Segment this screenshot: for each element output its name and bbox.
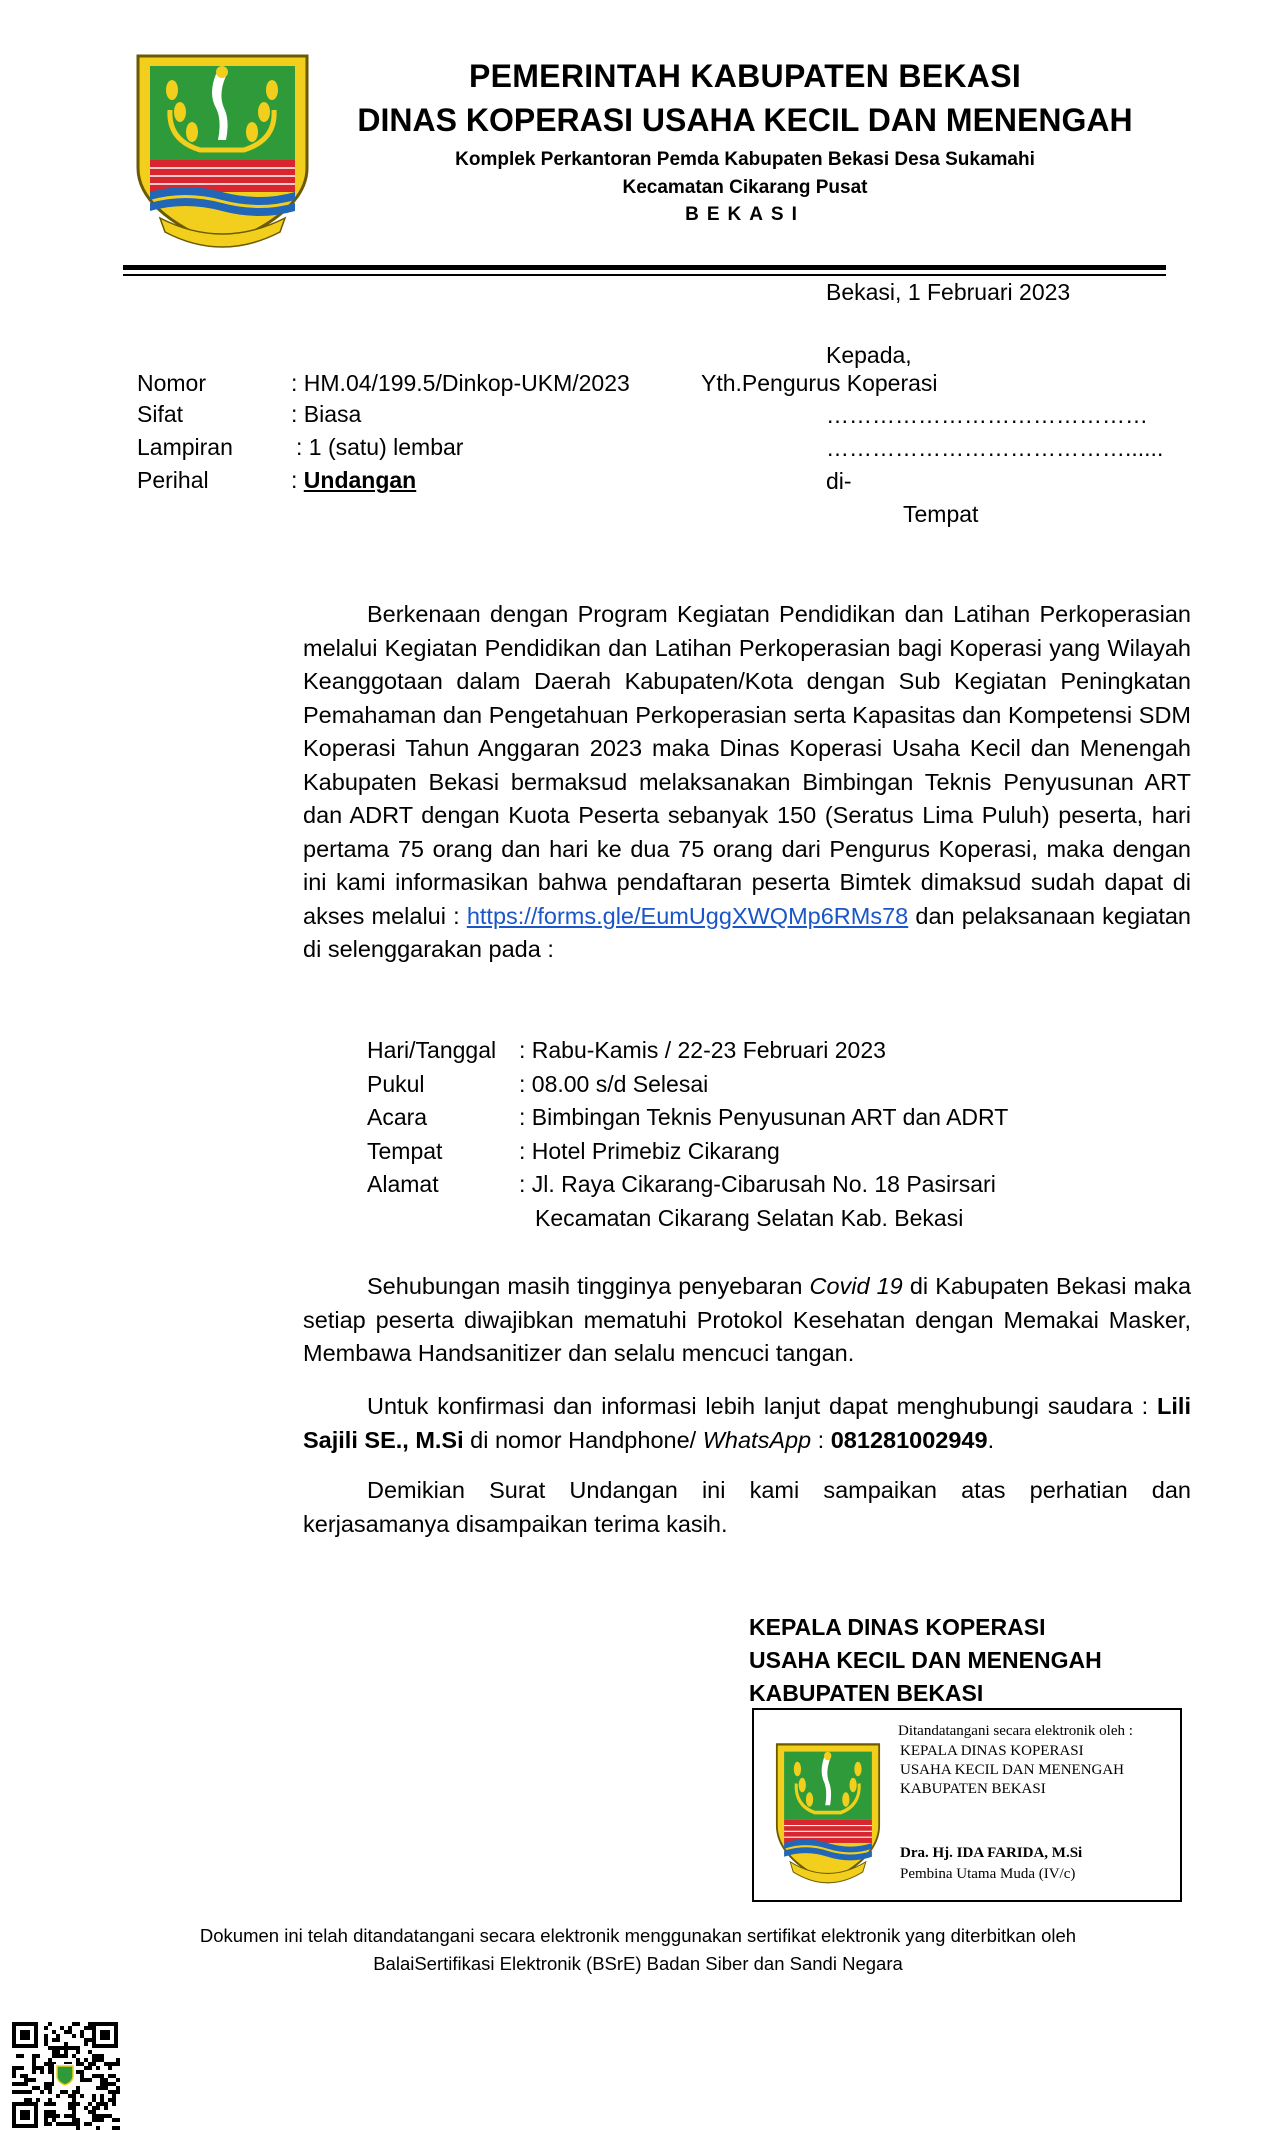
meta-lampiran-value: : 1 (satu) lembar <box>296 434 464 460</box>
para3-start: Untuk konfirmasi dan informasi lebih lanjut dapat menghubungi saudara : <box>367 1393 1149 1419</box>
detail-date-label: Hari/Tanggal <box>367 1037 497 1063</box>
para2-end: di Kabupaten Bekasi maka setiap peserta diwajibkan mematuhi Protokol Kesehatan dengan Memakai Masker, Membawa Handsanitizer dan selalu mencuci tangan. <box>303 1273 1192 1366</box>
signature-title-line1: KEPALA DINAS KOPERASI <box>749 1614 1046 1640</box>
esign-signer-name: Dra. Hj. IDA FARIDA, M.Si <box>900 1845 1083 1861</box>
recipient-blank-1: …………………………………… <box>826 402 1148 428</box>
letterhead-agency: DINAS KOPERASI USAHA KECIL DAN MENENGAH <box>357 102 1133 138</box>
detail-address-label: Alamat <box>367 1171 439 1197</box>
letter-date: Bekasi, 1 Februari 2023 <box>826 279 1071 305</box>
detail-time-label: Pukul <box>367 1071 425 1097</box>
bekasi-logo-small <box>772 1740 884 1885</box>
meta-nomor-value: : HM.04/199.5/Dinkop-UKM/2023 <box>291 370 630 396</box>
detail-time-value: : 08.00 s/d Selesai <box>519 1071 709 1097</box>
letterhead-district: Kecamatan Cikarang Pusat <box>622 177 868 198</box>
body-paragraph-1 <box>303 598 1191 967</box>
bekasi-logo <box>130 50 315 250</box>
detail-venue-label: Tempat <box>367 1138 443 1164</box>
letterhead-rule-thick <box>123 265 1166 270</box>
recipient-di: di- <box>826 468 852 494</box>
esign-signer-rank: Pembina Utama Muda (IV/c) <box>900 1866 1076 1882</box>
para3-colon: : <box>817 1426 825 1453</box>
signature-title-line3: KABUPATEN BEKASI <box>749 1680 984 1706</box>
letterhead <box>0 0 1276 280</box>
para1-text: Berkenaan dengan Program Kegiatan Pendidikan dan Latihan Perkoperasian melalui Kegiatan Pendidikan dan Latihan Perkoperasian bagi Koperasi yang Wilayah Keanggotaan dalam Daerah Kabupaten/Kota dengan Sub Kegiatan Peningkatan Pemahaman dan Pengetahuan Perkoperasian serta Kapasitas dan Kompetensi SDM Koperasi Tahun Anggaran 2023 maka Dinas Koperasi Usaha Kecil dan Menengah Kabupaten Bekasi bermaksud melaksanakan Bimbingan Teknis Penyusunan ART dan ADRT dengan Kuota Peserta sebanyak 150 (Seratus Lima Puluh) peserta, hari pertama 75 orang dan hari ke dua 75 orang dari Pengurus Koperasi, maka dengan ini kami informasikan bahwa pendaftaran peserta Bimtek dimaksud sudah dapat di akses melalui : <box>303 601 1191 929</box>
verification-qr-code[interactable] <box>10 2020 120 2130</box>
body-paragraph-3 <box>303 1390 1191 1457</box>
detail-date-value: : Rabu-Kamis / 22-23 Februari 2023 <box>519 1037 886 1063</box>
e-signature-box <box>752 1708 1182 1902</box>
letterhead-address: Komplek Perkantoran Pemda Kabupaten Bekasi Desa Sukamahi <box>455 149 1035 170</box>
para3-whatsapp: WhatsApp <box>702 1426 812 1453</box>
esign-intro: Ditandatangani secara elektronik oleh : <box>898 1723 1133 1739</box>
esign-title-line2: USAHA KECIL DAN MENENGAH <box>900 1762 1125 1778</box>
recipient-name: Yth.Pengurus Koperasi <box>701 370 938 396</box>
footer-line-1: Dokumen ini telah ditandatangani secara elektronik menggunakan sertifikat elektronik yang diterbitkan oleh <box>199 1925 1077 1946</box>
para3-period: . <box>987 1426 995 1453</box>
para1-tail: dan pelaksanaan kegiatan di selenggarakan pada : <box>303 902 1192 962</box>
letterhead-government: PEMERINTAH KABUPATEN BEKASI <box>468 58 1022 94</box>
esign-title-line3: KABUPATEN BEKASI <box>900 1781 1046 1797</box>
letterhead-rule-thin <box>123 274 1166 276</box>
meta-perihal-value: Undangan <box>303 467 417 493</box>
recipient-place: Tempat <box>903 501 979 527</box>
meta-sifat-label: Sifat <box>137 401 184 427</box>
meta-perihal-label: Perihal <box>137 467 209 493</box>
para3-middle: di nomor Handphone/ <box>470 1426 697 1453</box>
meta-sifat-value: : Biasa <box>291 401 362 427</box>
recipient-blank-2: …………………………………...... <box>826 435 1164 461</box>
esign-title-line1: KEPALA DINAS KOPERASI <box>900 1743 1084 1759</box>
signature-title-line2: USAHA KECIL DAN MENENGAH <box>749 1647 1102 1673</box>
footer-line-2: BalaiSertifikasi Elektronik (BSrE) Badan Siber dan Sandi Negara <box>373 1953 903 1974</box>
para2-start: Sehubungan masih tingginya penyebaran <box>367 1273 803 1299</box>
detail-event-label: Acara <box>367 1104 428 1130</box>
letterhead-city: BEKASI <box>685 204 805 225</box>
contact-name: Lili Sajili SE., M.Si <box>303 1393 1191 1453</box>
signature-title <box>749 1611 1102 1710</box>
meta-nomor-label: Nomor <box>137 370 207 396</box>
meta-perihal-row <box>291 467 416 495</box>
meta-perihal-colon: : <box>291 467 304 493</box>
detail-event-value: : Bimbingan Teknis Penyusunan ART dan ADRT <box>519 1104 1009 1130</box>
detail-address-value: : Jl. Raya Cikarang-Cibarusah No. 18 Pasirsari <box>519 1171 996 1197</box>
para4-text: Demikian Surat Undangan ini kami sampaikan atas perhatian dan kerjasamanya disampaikan terima kasih. <box>303 1477 1191 1537</box>
registration-form-link[interactable]: https://forms.gle/EumUggXWQMp6RMs78 <box>466 902 909 929</box>
contact-phone: 081281002949 <box>830 1426 988 1453</box>
detail-venue-value: : Hotel Primebiz Cikarang <box>519 1138 780 1164</box>
body-paragraph-4 <box>303 1474 1191 1541</box>
para2-covid: Covid 19 <box>809 1273 903 1299</box>
detail-address-continued: Kecamatan Cikarang Selatan Kab. Bekasi <box>535 1205 964 1231</box>
body-paragraph-2 <box>303 1270 1191 1371</box>
recipient-to: Kepada, <box>826 342 912 368</box>
meta-lampiran-label: Lampiran <box>137 434 233 460</box>
